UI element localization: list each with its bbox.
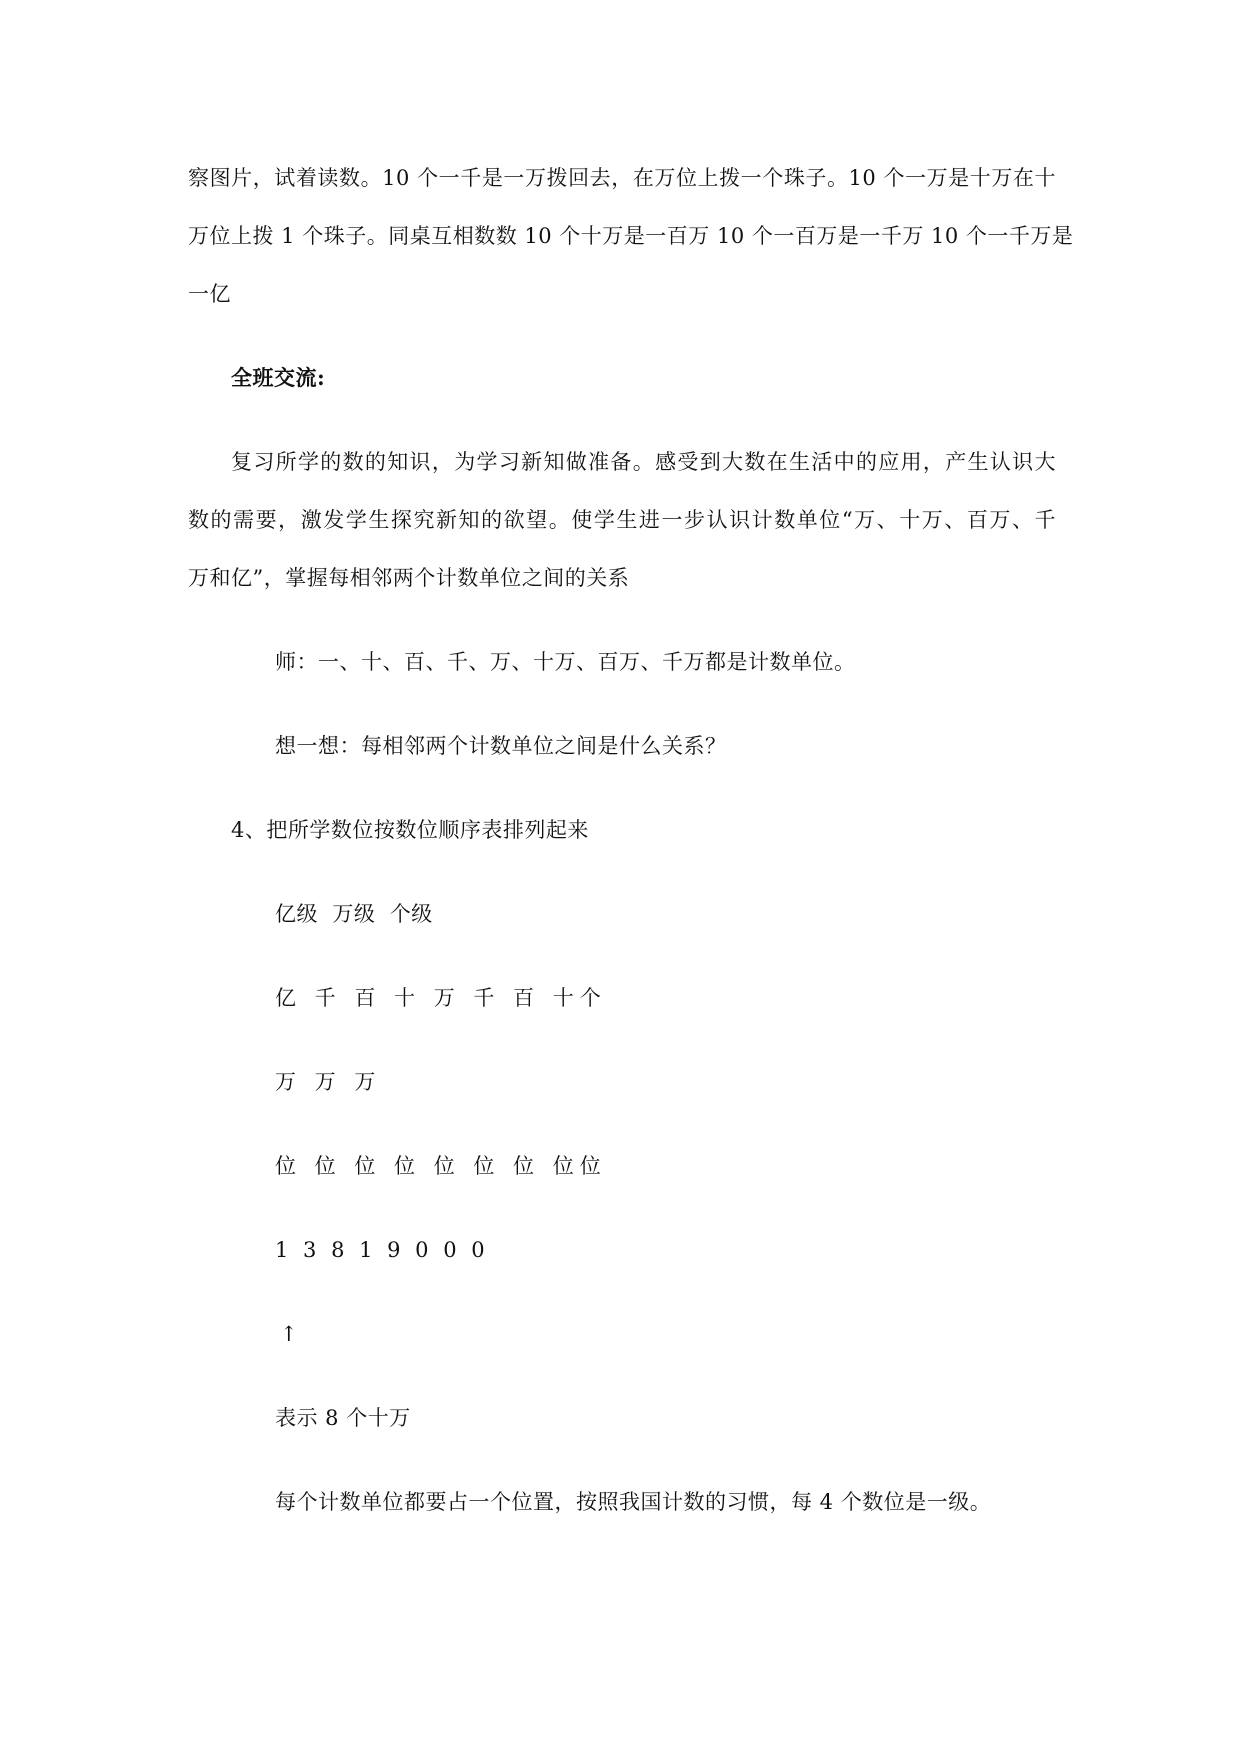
paragraph2-line3: 万和亿”，掌握每相邻两个计数单位之间的关系 — [188, 566, 630, 590]
paragraph1-line1: 察图片，试着读数。10 个一千是一万拨回去，在万位上拨一个珠子。10 个一万是十万在十 — [188, 166, 1056, 190]
arrow-up-icon: ↑ — [280, 1322, 299, 1346]
place-digits-row: 1 3 8 1 9 0 0 0 — [275, 1238, 489, 1262]
arrow-note: 表示 8 个十万 — [275, 1406, 411, 1430]
step4-title: 4、把所学数位按数位顺序表排列起来 — [231, 818, 589, 842]
place-names-row1: 亿 千 百 十 万 千 百 十个 — [275, 986, 607, 1010]
teacher-line: 师：一、十、百、千、万、十万、百万、千万都是计数单位。 — [275, 650, 856, 674]
paragraph1-line3: 一亿 — [188, 282, 231, 306]
paragraph2-line2: 数的需要，激发学生探究新知的欲望。使学生进一步认识计数单位“万、十万、百万、千 — [188, 508, 1056, 532]
paragraph1-line2: 万位上拨 1 个珠子。同桌互相数数 10 个十万是一百万 10 个一百万是一千万 10 个一千万是 — [188, 224, 1074, 248]
place-groups-row: 亿级 万级 个级 — [275, 902, 433, 926]
think-line: 想一想：每相邻两个计数单位之间是什么关系？ — [275, 734, 727, 758]
place-names-row3: 位 位 位 位 位 位 位 位位 — [275, 1154, 607, 1178]
closing-line: 每个计数单位都要占一个位置，按照我国计数的习惯，每 4 个数位是一级。 — [275, 1490, 992, 1514]
heading-class-discussion: 全班交流: — [231, 365, 326, 390]
place-names-row2: 万 万 万 — [275, 1070, 382, 1094]
paragraph2-line1: 复习所学的数的知识，为学习新知做准备。感受到大数在生活中的应用，产生认识大 — [231, 450, 1056, 474]
